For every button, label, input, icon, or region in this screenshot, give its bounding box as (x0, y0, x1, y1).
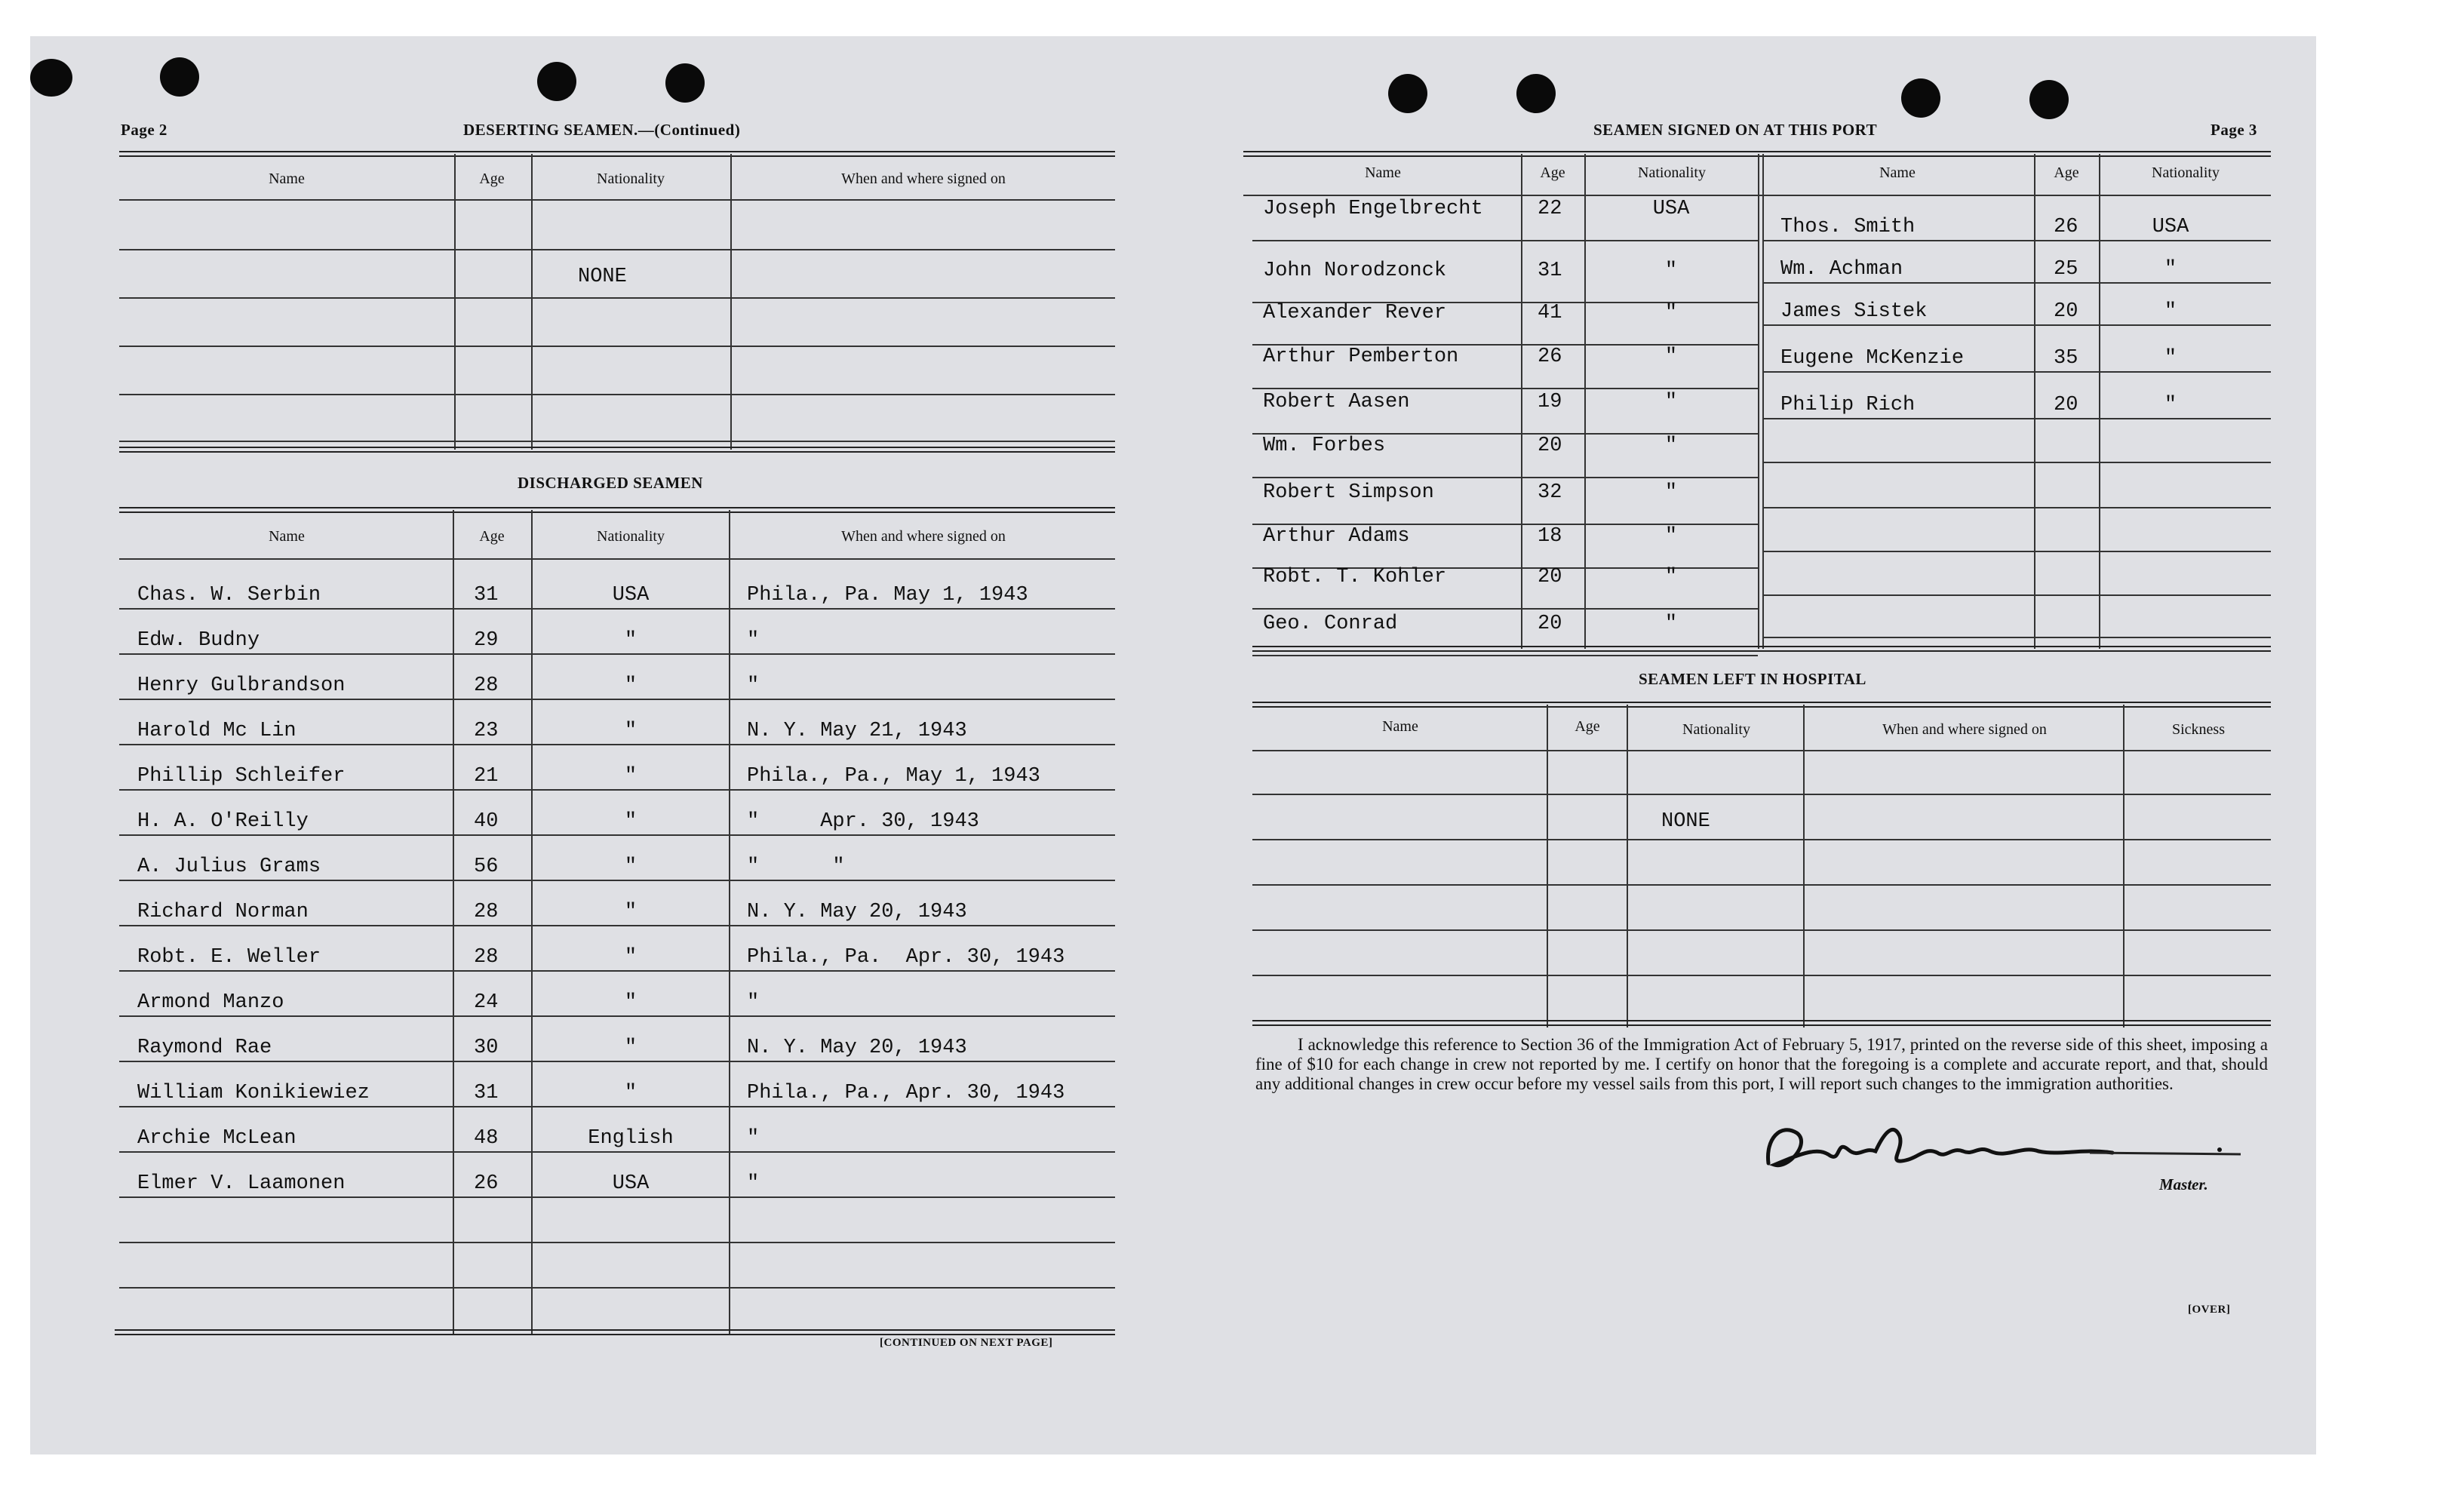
signed-on-nationality: " (1664, 260, 1678, 282)
seaman-nationality: USA (612, 1172, 650, 1195)
signed-on-header-age-2: Age (2054, 164, 2079, 181)
signed-on-name: Arthur Adams (1263, 525, 1410, 548)
signed-on-age: 22 (1538, 198, 1562, 220)
signed-on-age-2: 25 (2054, 258, 2078, 281)
discharged-top-rule (119, 507, 1115, 513)
table-row-rule (1762, 371, 2271, 373)
table-row-rule (119, 834, 1115, 836)
seaman-age: 26 (474, 1172, 499, 1195)
table-row-rule (119, 608, 1115, 610)
seaman-signed-on: N. Y. May 20, 1943 (747, 901, 967, 923)
punch-hole (1388, 74, 1427, 113)
hospital-top-rule (1252, 702, 2271, 708)
table-row-rule (1252, 388, 1758, 389)
seaman-age: 21 (474, 765, 499, 788)
deserting-top-rule (119, 151, 1115, 157)
table-row-rule (1762, 594, 2271, 596)
signed-on-col-rule (1758, 154, 1759, 649)
deserting-row-rule (119, 297, 1115, 299)
table-row-rule (119, 699, 1115, 700)
seaman-nationality: English (588, 1127, 674, 1150)
signed-on-bottom-rule (1252, 646, 2271, 652)
deserting-header-nationality: Nationality (597, 170, 665, 187)
signed-on-name: Wm. Forbes (1263, 435, 1386, 457)
acknowledgement-text: I acknowledge this reference to Section 36 of the Immigration Act of February 5, 1917, printed on the reverse side of this sheet, imposing a fine of $10 for each change in crew not reported by me. I certify on honor that the foregoing is a complete and accurate report, and that, should any additional changes in crew occur before my vessel sails from this port, I will report such changes to the immigration authorities. (1255, 1035, 2268, 1093)
continued-note: [CONTINUED ON NEXT PAGE] (880, 1337, 1053, 1349)
seaman-name: H. A. O'Reilly (137, 810, 309, 833)
signed-on-nationality: " (1664, 391, 1678, 413)
punch-hole (2029, 80, 2069, 119)
seaman-age: 28 (474, 901, 499, 923)
signed-on-col-rule (1521, 154, 1522, 649)
signed-on-name: John Norodzonck (1263, 260, 1447, 282)
deserting-col-rule (531, 154, 533, 450)
signed-on-nationality-2: " (2164, 394, 2177, 416)
deserting-col-rule (454, 154, 456, 450)
signed-on-age-2: 35 (2054, 347, 2078, 370)
discharged-header-nationality: Nationality (597, 528, 665, 545)
seaman-age: 23 (474, 720, 499, 742)
seaman-name: William Konikiewiez (137, 1082, 370, 1104)
discharged-header-signed-on: When and where signed on (841, 528, 1006, 545)
seaman-name: A. Julius Grams (137, 855, 321, 878)
hospital-col-rule (2123, 705, 2125, 1027)
hospital-row-rule (1252, 884, 2271, 886)
discharged-header-rule (119, 558, 1115, 560)
punch-hole (1901, 78, 1940, 118)
signed-on-name: Geo. Conrad (1263, 613, 1398, 635)
signed-on-nationality: " (1664, 566, 1678, 588)
table-row-rule (119, 880, 1115, 881)
hospital-row-rule (1252, 839, 2271, 840)
seaman-name: Archie McLean (137, 1127, 296, 1150)
seaman-name: Raymond Rae (137, 1037, 272, 1059)
signed-on-age: 31 (1538, 260, 1562, 282)
table-row-rule (119, 1287, 1115, 1289)
seaman-age: 28 (474, 946, 499, 969)
hospital-header-sickness: Sickness (2172, 721, 2225, 738)
seaman-age: 31 (474, 584, 499, 607)
deserting-seamen-title: DESERTING SEAMEN.—(Continued) (463, 121, 741, 139)
signed-on-title: SEAMEN SIGNED ON AT THIS PORT (1593, 121, 1878, 139)
seaman-age: 48 (474, 1127, 499, 1150)
table-row-rule (1762, 418, 2271, 419)
discharged-seamen-title: DISCHARGED SEAMEN (518, 474, 703, 492)
deserting-row-rule (119, 249, 1115, 250)
signed-on-nationality: " (1664, 525, 1678, 548)
signed-on-header-name-2: Name (1879, 164, 1916, 181)
seaman-name: Edw. Budny (137, 629, 260, 652)
seaman-age: 28 (474, 674, 499, 697)
hospital-title: SEAMEN LEFT IN HOSPITAL (1639, 670, 1866, 688)
seaman-signed-on: Phila., Pa., Apr. 30, 1943 (747, 1082, 1065, 1104)
table-row-rule (119, 1015, 1115, 1017)
page-number-left: Page 2 (121, 121, 167, 139)
signed-on-age-2: 20 (2054, 300, 2078, 323)
seaman-age: 31 (474, 1082, 499, 1104)
signed-on-age: 26 (1538, 346, 1562, 368)
seaman-signed-on: " " (747, 855, 845, 878)
signed-on-age: 20 (1538, 566, 1562, 588)
seaman-nationality: " (624, 991, 638, 1014)
punch-hole (665, 63, 705, 103)
punch-hole (30, 59, 72, 97)
seaman-age: 29 (474, 629, 499, 652)
signed-on-age: 20 (1538, 613, 1562, 635)
seaman-signed-on: Phila., Pa. May 1, 1943 (747, 584, 1028, 607)
hospital-row-rule (1252, 975, 2271, 976)
table-row-rule (119, 970, 1115, 972)
seaman-age: 30 (474, 1037, 499, 1059)
table-row-rule (1762, 507, 2271, 508)
seaman-age: 40 (474, 810, 499, 833)
hospital-bottom-rule (1252, 1020, 2271, 1026)
seaman-nationality: " (624, 1037, 638, 1059)
seaman-signed-on: " (747, 1172, 760, 1195)
deserting-entry: NONE (578, 266, 627, 288)
page-number-right: Page 3 (2211, 121, 2257, 139)
signed-on-age: 20 (1538, 435, 1562, 457)
table-row-rule (1762, 282, 2271, 284)
signed-on-name: Arthur Pemberton (1263, 346, 1459, 368)
signed-on-name: Joseph Engelbrecht (1263, 198, 1483, 220)
seaman-name: Robt. E. Weller (137, 946, 321, 969)
signed-on-nationality: USA (1652, 198, 1690, 220)
signed-on-header-nationality-2: Nationality (2152, 164, 2220, 181)
hospital-header-age: Age (1575, 718, 1600, 735)
seaman-signed-on: Phila., Pa., May 1, 1943 (747, 765, 1040, 788)
signed-on-name-2: Wm. Achman (1780, 258, 1903, 281)
table-row-rule (1252, 477, 1758, 478)
deserting-bottom-rule (119, 447, 1115, 453)
discharged-header-name: Name (269, 528, 305, 545)
discharged-bottom-rule (115, 1329, 1115, 1335)
seaman-name: Harold Mc Lin (137, 720, 296, 742)
seaman-name: Elmer V. Laamonen (137, 1172, 346, 1195)
discharged-col-rule (729, 510, 730, 1334)
signed-on-name: Robt. T. Kohler (1263, 566, 1447, 588)
hospital-entry: NONE (1661, 810, 1710, 833)
signed-on-nationality-2: " (2164, 258, 2177, 281)
seaman-nationality: " (624, 946, 638, 969)
deserting-header-age: Age (479, 170, 505, 187)
discharged-col-rule (453, 510, 454, 1334)
table-row-rule (1762, 324, 2271, 326)
table-row-rule (119, 653, 1115, 655)
table-row-rule (119, 1242, 1115, 1243)
seaman-nationality: " (624, 1082, 638, 1104)
hospital-row-rule (1252, 929, 2271, 931)
seaman-name: Richard Norman (137, 901, 309, 923)
signed-on-nationality-2: " (2164, 300, 2177, 323)
signed-on-nationality-2: " (2164, 347, 2177, 370)
seaman-age: 24 (474, 991, 499, 1014)
deserting-header-name: Name (269, 170, 305, 187)
master-label: Master. (2159, 1175, 2208, 1193)
seaman-nationality: " (624, 901, 638, 923)
seaman-name: Henry Gulbrandson (137, 674, 346, 697)
seaman-name: Armond Manzo (137, 991, 284, 1014)
signed-on-age: 19 (1538, 391, 1562, 413)
table-row-rule (119, 1061, 1115, 1062)
signed-on-age: 18 (1538, 525, 1562, 548)
discharged-header-age: Age (479, 528, 505, 545)
deserting-row-rule (119, 441, 1115, 442)
seaman-nationality: " (624, 765, 638, 788)
table-row-rule (119, 1106, 1115, 1107)
hospital-header-rule (1252, 750, 2271, 751)
seaman-age: 56 (474, 855, 499, 878)
table-row-rule (1762, 551, 2271, 552)
hospital-col-rule (1627, 705, 1628, 1027)
signed-on-name-2: Eugene McKenzie (1780, 347, 1965, 370)
signed-on-col-rule (1762, 154, 1764, 649)
signed-on-nationality-2: USA (2152, 216, 2189, 238)
hospital-header-name: Name (1382, 718, 1418, 735)
seaman-nationality: " (624, 720, 638, 742)
signed-on-name: Robert Aasen (1263, 391, 1410, 413)
signed-on-age: 41 (1538, 302, 1562, 324)
seaman-signed-on: " (747, 991, 760, 1014)
signed-on-name: Robert Simpson (1263, 481, 1434, 504)
punch-hole (160, 57, 199, 97)
deserting-row-rule (119, 394, 1115, 395)
signed-on-name: Alexander Rever (1263, 302, 1447, 324)
seaman-nationality: " (624, 674, 638, 697)
table-row-rule (1252, 240, 1758, 241)
hospital-row-rule (1252, 794, 2271, 795)
hospital-header-signed-on: When and where signed on (1882, 721, 2047, 738)
table-row-rule (119, 744, 1115, 745)
signed-on-nationality: " (1664, 302, 1678, 324)
signed-on-nationality: " (1664, 481, 1678, 504)
table-row-rule (119, 789, 1115, 791)
hospital-col-rule (1547, 705, 1548, 1027)
table-row-rule (119, 925, 1115, 926)
seaman-name: Chas. W. Serbin (137, 584, 321, 607)
signed-on-nationality: " (1664, 613, 1678, 635)
table-row-rule (1252, 655, 1758, 656)
signed-on-top-rule (1243, 151, 2271, 157)
signed-on-age: 32 (1538, 481, 1562, 504)
scan-margin (2316, 36, 2464, 1454)
seaman-signed-on: " (747, 1127, 760, 1150)
seaman-signed-on: " (747, 674, 760, 697)
seaman-nationality: " (624, 810, 638, 833)
seaman-name: Phillip Schleifer (137, 765, 346, 788)
table-row-rule (119, 1196, 1115, 1198)
signed-on-col-rule (2034, 154, 2035, 649)
signed-on-nationality: " (1664, 435, 1678, 457)
table-row-rule (1762, 637, 2271, 638)
deserting-header-signed-on: When and where signed on (841, 170, 1006, 187)
signed-on-header-nationality: Nationality (1638, 164, 1706, 181)
signed-on-age-2: 20 (2054, 394, 2078, 416)
seaman-nationality: " (624, 629, 638, 652)
hospital-header-nationality: Nationality (1682, 721, 1750, 738)
deserting-row-rule (119, 346, 1115, 347)
signed-on-name-2: Thos. Smith (1780, 216, 1916, 238)
table-row-rule (119, 1151, 1115, 1153)
signed-on-header-age: Age (1540, 164, 1565, 181)
signed-on-age-2: 26 (2054, 216, 2078, 238)
signed-on-nationality: " (1664, 346, 1678, 368)
seaman-signed-on: Phila., Pa. Apr. 30, 1943 (747, 946, 1065, 969)
signed-on-header-name: Name (1365, 164, 1401, 181)
deserting-header-rule (119, 199, 1115, 201)
table-row-rule (1762, 462, 2271, 463)
table-row-rule (1762, 240, 2271, 241)
table-row-rule (1252, 608, 1758, 610)
seaman-signed-on: " (747, 629, 760, 652)
seaman-signed-on: " Apr. 30, 1943 (747, 810, 979, 833)
punch-hole (1516, 74, 1556, 113)
seaman-nationality: " (624, 855, 638, 878)
signed-on-header-rule (1243, 195, 2271, 196)
punch-hole (537, 62, 576, 101)
deserting-col-rule (730, 154, 732, 450)
seaman-signed-on: N. Y. May 21, 1943 (747, 720, 967, 742)
seaman-nationality: USA (612, 584, 650, 607)
seaman-signed-on: N. Y. May 20, 1943 (747, 1037, 967, 1059)
signed-on-name-2: James Sistek (1780, 300, 1928, 323)
signed-on-name-2: Philip Rich (1780, 394, 1916, 416)
over-label: [OVER] (2188, 1304, 2231, 1316)
hospital-col-rule (1803, 705, 1805, 1027)
master-signature (1758, 1117, 2263, 1184)
